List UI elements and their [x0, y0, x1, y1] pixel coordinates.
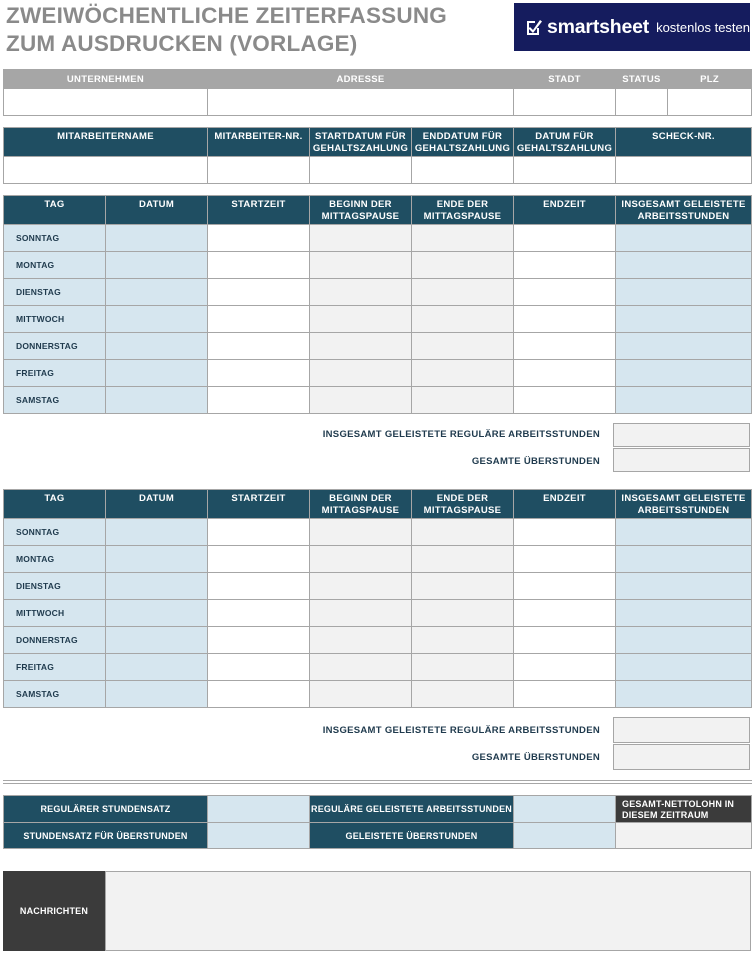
- week-1-header-total-hours: INSGESAMT GELEISTETE ARBEITSSTUNDEN: [616, 196, 752, 225]
- date-cell[interactable]: [106, 546, 208, 573]
- overtime-worked-field[interactable]: [514, 823, 616, 849]
- lunch-start-cell[interactable]: [310, 279, 412, 306]
- day-label: SAMSTAG: [4, 681, 106, 708]
- city-field[interactable]: [514, 89, 616, 116]
- week-2-header-end-time: ENDZEIT: [514, 490, 616, 519]
- address-field[interactable]: [208, 89, 514, 116]
- start-time-cell[interactable]: [208, 627, 310, 654]
- day-label: MITTWOCH: [4, 306, 106, 333]
- brand-name: smartsheet: [547, 15, 650, 38]
- week-1-table: [3, 195, 752, 414]
- free-trial-link[interactable]: kostenlos testen: [656, 19, 751, 35]
- table-row: [4, 654, 752, 681]
- total-hours-cell[interactable]: [616, 225, 752, 252]
- table-row: [4, 627, 752, 654]
- lunch-start-cell[interactable]: [310, 681, 412, 708]
- week-2-header-day: TAG: [4, 490, 106, 519]
- start-time-cell[interactable]: [208, 654, 310, 681]
- header-status: STATUS: [616, 70, 668, 89]
- check-number-field[interactable]: [616, 157, 752, 184]
- pay-end-date-field[interactable]: [412, 157, 514, 184]
- lunch-end-cell[interactable]: [412, 360, 514, 387]
- header-city: STADT: [514, 70, 616, 89]
- regular-rate-label: REGULÄRER STUNDENSATZ: [4, 796, 208, 823]
- header-employee-name: MITARBEITERNAME: [4, 128, 208, 157]
- day-label: MONTAG: [4, 546, 106, 573]
- page-title-line-2: ZUM AUSDRUCKEN (VORLAGE): [6, 31, 358, 56]
- lunch-start-cell[interactable]: [310, 573, 412, 600]
- date-cell[interactable]: [106, 360, 208, 387]
- total-hours-cell[interactable]: [616, 306, 752, 333]
- start-time-cell[interactable]: [208, 546, 310, 573]
- table-row: [4, 279, 752, 306]
- day-label: DIENSTAG: [4, 279, 106, 306]
- total-hours-cell[interactable]: [616, 546, 752, 573]
- end-time-cell[interactable]: [514, 225, 616, 252]
- lunch-end-cell[interactable]: [412, 519, 514, 546]
- total-hours-cell[interactable]: [616, 519, 752, 546]
- end-time-cell[interactable]: [514, 519, 616, 546]
- week-2-regular-hours-label: INSGESAMT GELEISTETE REGULÄRE ARBEITSSTUNDEN: [322, 725, 600, 736]
- pay-rates-table: [3, 795, 752, 849]
- lunch-start-cell[interactable]: [310, 600, 412, 627]
- overtime-worked-label: GELEISTETE ÜBERSTUNDEN: [310, 823, 514, 849]
- lunch-end-cell[interactable]: [412, 333, 514, 360]
- zip-field[interactable]: [668, 89, 752, 116]
- notes-label: NACHRICHTEN: [3, 871, 105, 951]
- net-pay-field[interactable]: [616, 823, 752, 849]
- date-cell[interactable]: [106, 654, 208, 681]
- lunch-start-cell[interactable]: [310, 387, 412, 414]
- table-row: [4, 573, 752, 600]
- header-pay-date: DATUM FÜR GEHALTSZAHLUNG: [514, 128, 616, 157]
- page-title: [6, 2, 506, 58]
- separator-line: [3, 783, 752, 784]
- date-cell[interactable]: [106, 279, 208, 306]
- lunch-end-cell[interactable]: [412, 654, 514, 681]
- total-hours-cell[interactable]: [616, 573, 752, 600]
- pay-start-date-field[interactable]: [310, 157, 412, 184]
- date-cell[interactable]: [106, 306, 208, 333]
- regular-hours-worked-field[interactable]: [514, 796, 616, 823]
- day-label: SAMSTAG: [4, 387, 106, 414]
- header-pay-end-date: ENDDATUM FÜR GEHALTSZAHLUNG: [412, 128, 514, 157]
- week-2-table: [3, 489, 752, 708]
- week-1-overtime-total[interactable]: [613, 448, 750, 472]
- table-row: [4, 360, 752, 387]
- company-table: [3, 69, 752, 116]
- notes-field[interactable]: [105, 871, 751, 951]
- company-field[interactable]: [4, 89, 208, 116]
- pay-date-field[interactable]: [514, 157, 616, 184]
- week-2-overtime-total[interactable]: [613, 744, 750, 770]
- date-cell[interactable]: [106, 333, 208, 360]
- table-row: [4, 546, 752, 573]
- table-row: [4, 225, 752, 252]
- lunch-start-cell[interactable]: [310, 225, 412, 252]
- day-label: FREITAG: [4, 360, 106, 387]
- date-cell[interactable]: [106, 519, 208, 546]
- regular-hours-worked-label: REGULÄRE GELEISTETE ARBEITSSTUNDEN: [310, 796, 514, 823]
- lunch-start-cell[interactable]: [310, 252, 412, 279]
- lunch-end-cell[interactable]: [412, 546, 514, 573]
- end-time-cell[interactable]: [514, 573, 616, 600]
- end-time-cell[interactable]: [514, 387, 616, 414]
- overtime-rate-label: STUNDENSATZ FÜR ÜBERSTUNDEN: [4, 823, 208, 849]
- smartsheet-check-icon: [526, 19, 542, 35]
- lunch-end-cell[interactable]: [412, 600, 514, 627]
- day-label: FREITAG: [4, 654, 106, 681]
- day-label: DONNERSTAG: [4, 627, 106, 654]
- total-hours-cell[interactable]: [616, 333, 752, 360]
- week-1-header-date: DATUM: [106, 196, 208, 225]
- date-cell[interactable]: [106, 681, 208, 708]
- week-2-header-total-hours: INSGESAMT GELEISTETE ARBEITSSTUNDEN: [616, 490, 752, 519]
- week-1-overtime-label: GESAMTE ÜBERSTUNDEN: [471, 456, 600, 467]
- lunch-start-cell[interactable]: [310, 546, 412, 573]
- start-time-cell[interactable]: [208, 519, 310, 546]
- week-1-regular-hours-label: INSGESAMT GELEISTETE REGULÄRE ARBEITSSTUNDEN: [322, 429, 600, 440]
- day-label: MONTAG: [4, 252, 106, 279]
- total-hours-cell[interactable]: [616, 279, 752, 306]
- table-row: [4, 600, 752, 627]
- end-time-cell[interactable]: [514, 360, 616, 387]
- table-row: [4, 333, 752, 360]
- header-company: UNTERNEHMEN: [4, 70, 208, 89]
- smartsheet-banner-link[interactable]: [514, 3, 750, 51]
- start-time-cell[interactable]: [208, 333, 310, 360]
- lunch-start-cell[interactable]: [310, 519, 412, 546]
- week-1-header-end-time: ENDZEIT: [514, 196, 616, 225]
- table-row: [4, 252, 752, 279]
- employee-name-field[interactable]: [4, 157, 208, 184]
- lunch-end-cell[interactable]: [412, 627, 514, 654]
- day-label: SONNTAG: [4, 519, 106, 546]
- lunch-end-cell[interactable]: [412, 573, 514, 600]
- week-1-header-start-time: STARTZEIT: [208, 196, 310, 225]
- table-row: [4, 681, 752, 708]
- table-row: [4, 306, 752, 333]
- header-employee-number: MITARBEITER-NR.: [208, 128, 310, 157]
- total-hours-cell[interactable]: [616, 627, 752, 654]
- day-label: DIENSTAG: [4, 573, 106, 600]
- week-2-header-lunch-end: ENDE DER MITTAGSPAUSE: [412, 490, 514, 519]
- end-time-cell[interactable]: [514, 306, 616, 333]
- start-time-cell[interactable]: [208, 387, 310, 414]
- lunch-end-cell[interactable]: [412, 681, 514, 708]
- end-time-cell[interactable]: [514, 252, 616, 279]
- week-2-header-lunch-start: BEGINN DER MITTAGSPAUSE: [310, 490, 412, 519]
- total-hours-cell[interactable]: [616, 600, 752, 627]
- start-time-cell[interactable]: [208, 573, 310, 600]
- lunch-end-cell[interactable]: [412, 306, 514, 333]
- lunch-end-cell[interactable]: [412, 279, 514, 306]
- day-label: MITTWOCH: [4, 600, 106, 627]
- total-hours-cell[interactable]: [616, 252, 752, 279]
- lunch-end-cell[interactable]: [412, 225, 514, 252]
- employee-number-field[interactable]: [208, 157, 310, 184]
- start-time-cell[interactable]: [208, 360, 310, 387]
- day-label: DONNERSTAG: [4, 333, 106, 360]
- date-cell[interactable]: [106, 225, 208, 252]
- day-label: SONNTAG: [4, 225, 106, 252]
- week-2-header-start-time: STARTZEIT: [208, 490, 310, 519]
- end-time-cell[interactable]: [514, 681, 616, 708]
- lunch-start-cell[interactable]: [310, 333, 412, 360]
- date-cell[interactable]: [106, 252, 208, 279]
- start-time-cell[interactable]: [208, 279, 310, 306]
- page-title-line-1: ZWEIWÖCHENTLICHE ZEITERFASSUNG: [6, 3, 447, 28]
- status-field[interactable]: [616, 89, 668, 116]
- week-2-overtime-label: GESAMTE ÜBERSTUNDEN: [471, 752, 600, 763]
- week-1-header-lunch-start: BEGINN DER MITTAGSPAUSE: [310, 196, 412, 225]
- start-time-cell[interactable]: [208, 225, 310, 252]
- week-2-header-date: DATUM: [106, 490, 208, 519]
- date-cell[interactable]: [106, 600, 208, 627]
- end-time-cell[interactable]: [514, 546, 616, 573]
- employee-table: [3, 127, 752, 184]
- total-hours-cell[interactable]: [616, 654, 752, 681]
- lunch-end-cell[interactable]: [412, 252, 514, 279]
- start-time-cell[interactable]: [208, 252, 310, 279]
- week-1-header-day: TAG: [4, 196, 106, 225]
- end-time-cell[interactable]: [514, 600, 616, 627]
- lunch-start-cell[interactable]: [310, 306, 412, 333]
- total-hours-cell[interactable]: [616, 360, 752, 387]
- date-cell[interactable]: [106, 387, 208, 414]
- date-cell[interactable]: [106, 573, 208, 600]
- regular-rate-field[interactable]: [208, 796, 310, 823]
- lunch-end-cell[interactable]: [412, 387, 514, 414]
- week-1-regular-hours-total[interactable]: [613, 423, 750, 447]
- total-hours-cell[interactable]: [616, 681, 752, 708]
- header-zip: PLZ: [668, 70, 752, 89]
- lunch-start-cell[interactable]: [310, 360, 412, 387]
- lunch-start-cell[interactable]: [310, 627, 412, 654]
- date-cell[interactable]: [106, 627, 208, 654]
- overtime-rate-field[interactable]: [208, 823, 310, 849]
- header-check-number: SCHECK-NR.: [616, 128, 752, 157]
- separator-line: [3, 780, 752, 781]
- table-row: [4, 387, 752, 414]
- start-time-cell[interactable]: [208, 600, 310, 627]
- start-time-cell[interactable]: [208, 681, 310, 708]
- end-time-cell[interactable]: [514, 627, 616, 654]
- week-2-regular-hours-total[interactable]: [613, 717, 750, 743]
- lunch-start-cell[interactable]: [310, 654, 412, 681]
- end-time-cell[interactable]: [514, 333, 616, 360]
- end-time-cell[interactable]: [514, 279, 616, 306]
- week-1-header-lunch-end: ENDE DER MITTAGSPAUSE: [412, 196, 514, 225]
- header-pay-start-date: STARTDATUM FÜR GEHALTSZAHLUNG: [310, 128, 412, 157]
- header-address: ADRESSE: [208, 70, 514, 89]
- total-hours-cell[interactable]: [616, 387, 752, 414]
- end-time-cell[interactable]: [514, 654, 616, 681]
- table-row: [4, 519, 752, 546]
- start-time-cell[interactable]: [208, 306, 310, 333]
- net-pay-label: GESAMT-NETTOLOHN IN DIESEM ZEITRAUM: [616, 796, 752, 823]
